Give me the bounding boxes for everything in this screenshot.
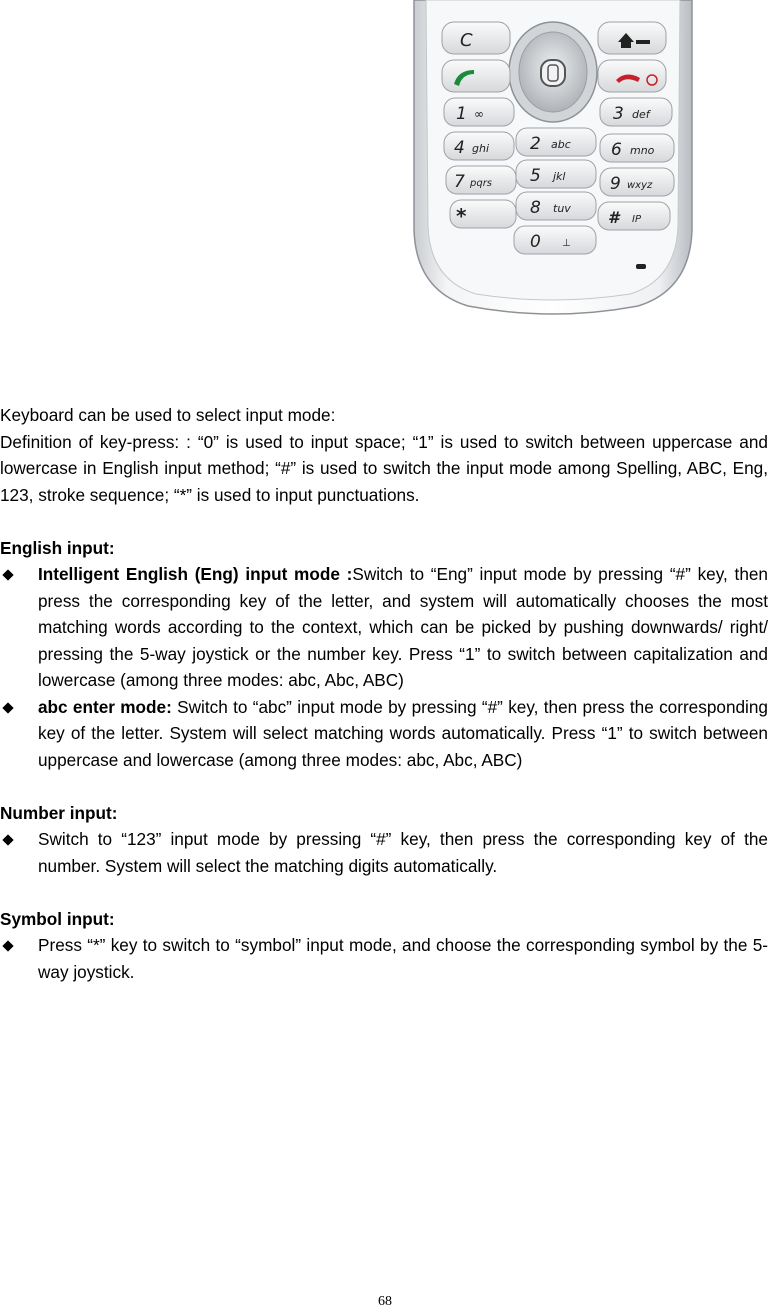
svg-text:3: 3 <box>613 104 624 124</box>
key-1 <box>444 98 514 126</box>
list-item <box>0 694 768 774</box>
key-4 <box>444 132 514 160</box>
svg-text:jkl: jkl <box>553 170 566 183</box>
svg-text:def: def <box>632 108 650 121</box>
diamond-bullet-icon <box>2 940 13 951</box>
item-label: abc enter mode: <box>38 696 172 717</box>
key-5 <box>516 160 596 188</box>
svg-text:6: 6 <box>611 140 622 160</box>
home-key <box>598 22 666 54</box>
diamond-bullet-icon <box>2 834 13 845</box>
svg-text:wxyz: wxyz <box>627 180 653 191</box>
item-text: Switch to “Eng” input mode by pressing “#” key, then press the corresponding key of the letter, and system will automatically chooses the most matching words according to the context, which can be picked by pushing downwards/ right/ pressing the 5-way joystick or the number key. Press “1” to switch between capitalization and lowercase (among three modes: abc, Abc, ABC) <box>38 564 768 690</box>
svg-text:∞: ∞ <box>474 107 484 121</box>
item-text: Switch to “abc” input mode by pressing “#” key, then press the corresponding key of the letter. System will select matching words automatically. Press “1” to switch between uppercase and lowercase (among three modes: abc, Abc, ABC) <box>38 696 768 770</box>
key-9 <box>600 168 674 196</box>
svg-text:mno: mno <box>630 144 655 157</box>
svg-text:2: 2 <box>530 134 541 154</box>
english-input-heading: English input: <box>0 537 115 558</box>
number-input-list <box>0 826 768 879</box>
joystick-center-icon <box>541 60 565 86</box>
microphone-slot <box>636 264 646 269</box>
svg-text:ghi: ghi <box>472 142 490 155</box>
phone-keypad-illustration <box>408 0 698 318</box>
item-text: Press “*” key to switch to “symbol” input mode, and choose the corresponding symbol by the 5-way joystick. <box>38 935 768 982</box>
svg-text:⊥: ⊥ <box>562 238 571 249</box>
key-7 <box>446 166 516 194</box>
svg-text:9: 9 <box>610 174 621 194</box>
end-key <box>598 60 666 92</box>
key-star <box>450 200 516 228</box>
symbol-input-list <box>0 932 768 985</box>
item-label: Intelligent English (Eng) input mode : <box>38 564 353 584</box>
key-8 <box>516 192 596 220</box>
svg-text:0: 0 <box>530 232 541 252</box>
symbol-input-heading: Symbol input: <box>0 908 115 929</box>
list-item <box>0 826 768 879</box>
key-definition-paragraph: Definition of key-press: : “0” is used to input space; “1” is used to switch between uppercase and lowercase in English input method; “#” is used to switch the input mode among Spelling, ABC, Eng, 123, stroke sequence; “*” is used to input punctuations. <box>0 431 768 505</box>
diamond-bullet-icon <box>2 702 13 713</box>
number-input-heading: Number input: <box>0 802 118 823</box>
english-input-list <box>0 561 768 773</box>
list-item <box>0 561 768 694</box>
call-key <box>442 60 510 92</box>
svg-text:pqrs: pqrs <box>470 178 493 189</box>
svg-text:IP: IP <box>632 214 641 225</box>
svg-text:5: 5 <box>530 166 541 186</box>
key-2 <box>516 128 596 156</box>
item-text: Switch to “123” input mode by pressing “#” key, then press the corresponding key of the number. System will select the matching digits automatically. <box>38 829 768 876</box>
clear-key <box>442 22 510 54</box>
svg-text:abc: abc <box>551 138 571 151</box>
page-content <box>0 402 768 985</box>
svg-text:7: 7 <box>454 172 465 192</box>
key-6 <box>600 134 674 162</box>
svg-text:tuv: tuv <box>553 202 571 215</box>
key-hash <box>598 202 670 230</box>
list-item <box>0 932 768 985</box>
svg-text:*: * <box>456 204 467 228</box>
diamond-bullet-icon <box>2 569 13 580</box>
svg-text:C: C <box>460 30 473 51</box>
key-0 <box>514 226 596 254</box>
intro-line: Keyboard can be used to select input mode: <box>0 405 336 425</box>
svg-text:1: 1 <box>456 104 467 124</box>
svg-text:8: 8 <box>530 198 541 218</box>
svg-text:#: # <box>608 208 620 227</box>
key-3 <box>600 98 672 126</box>
svg-text:4: 4 <box>454 138 465 158</box>
page-number: 68 <box>378 1294 392 1309</box>
